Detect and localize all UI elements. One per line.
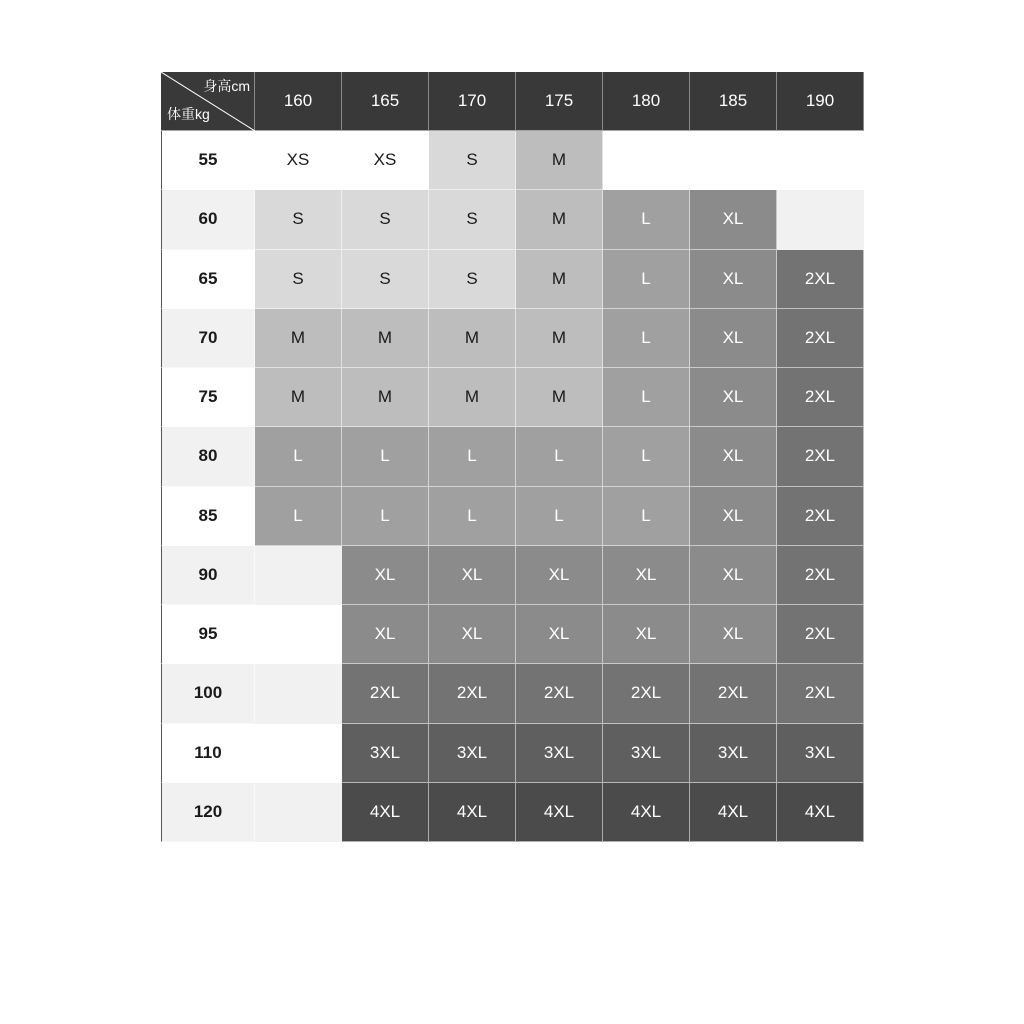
size-cell: L	[603, 309, 690, 368]
size-cell: L	[603, 487, 690, 546]
size-cell: 3XL	[603, 724, 690, 783]
height-header-cell: 170	[429, 72, 516, 131]
size-cell: S	[429, 190, 516, 249]
size-cell: 4XL	[777, 783, 864, 842]
weight-row-header: 85	[161, 487, 255, 546]
weight-row-header: 60	[161, 190, 255, 249]
height-header-cell: 175	[516, 72, 603, 131]
height-header-cell: 180	[603, 72, 690, 131]
size-cell: 4XL	[603, 783, 690, 842]
size-cell: M	[429, 368, 516, 427]
size-cell: L	[603, 250, 690, 309]
size-cell: M	[429, 309, 516, 368]
size-cell: 4XL	[516, 783, 603, 842]
size-cell: L	[603, 368, 690, 427]
size-cell: M	[255, 368, 342, 427]
empty-size-cell	[255, 546, 342, 605]
size-cell: XL	[690, 427, 777, 486]
size-cell: 2XL	[429, 664, 516, 723]
size-cell: XS	[255, 131, 342, 190]
size-cell: XL	[429, 605, 516, 664]
size-cell: XL	[342, 546, 429, 605]
weight-row-header: 100	[161, 664, 255, 723]
weight-row-header: 75	[161, 368, 255, 427]
size-cell: XL	[603, 605, 690, 664]
size-cell: 2XL	[777, 605, 864, 664]
size-cell: L	[603, 427, 690, 486]
size-cell: 3XL	[429, 724, 516, 783]
size-cell: XL	[690, 309, 777, 368]
empty-size-cell	[255, 724, 342, 783]
size-cell: XL	[690, 190, 777, 249]
weight-row-header: 55	[161, 131, 255, 190]
weight-axis-label: 体重kg	[167, 106, 210, 122]
empty-size-cell	[777, 131, 864, 190]
size-cell: L	[516, 427, 603, 486]
size-cell: 2XL	[342, 664, 429, 723]
size-cell: 2XL	[777, 309, 864, 368]
size-cell: 2XL	[777, 664, 864, 723]
size-cell: L	[255, 427, 342, 486]
height-header-cell: 160	[255, 72, 342, 131]
size-cell: M	[516, 368, 603, 427]
size-cell: M	[516, 309, 603, 368]
empty-size-cell	[777, 190, 864, 249]
size-cell: S	[342, 250, 429, 309]
weight-row-header: 95	[161, 605, 255, 664]
size-cell: M	[342, 368, 429, 427]
size-cell: L	[516, 487, 603, 546]
size-cell: 2XL	[777, 487, 864, 546]
size-cell: 2XL	[777, 546, 864, 605]
size-cell: XL	[690, 487, 777, 546]
size-cell: XL	[690, 368, 777, 427]
height-header-cell: 190	[777, 72, 864, 131]
size-cell: XL	[690, 546, 777, 605]
weight-row-header: 90	[161, 546, 255, 605]
empty-size-cell	[255, 605, 342, 664]
weight-row-header: 120	[161, 783, 255, 842]
corner-header-cell	[161, 72, 255, 131]
size-chart-table	[161, 72, 864, 842]
size-cell: S	[342, 190, 429, 249]
size-cell: L	[255, 487, 342, 546]
size-cell: XL	[429, 546, 516, 605]
size-cell: 4XL	[429, 783, 516, 842]
size-cell: 3XL	[690, 724, 777, 783]
size-cell: XL	[690, 605, 777, 664]
height-header-cell: 185	[690, 72, 777, 131]
size-cell: L	[429, 487, 516, 546]
height-header-cell: 165	[342, 72, 429, 131]
size-cell: M	[516, 190, 603, 249]
weight-row-header: 65	[161, 250, 255, 309]
size-cell: 2XL	[603, 664, 690, 723]
size-cell: S	[429, 131, 516, 190]
weight-row-header: 110	[161, 724, 255, 783]
weight-row-header: 70	[161, 309, 255, 368]
empty-size-cell	[255, 783, 342, 842]
size-cell: 3XL	[516, 724, 603, 783]
size-cell: 2XL	[777, 250, 864, 309]
size-cell: M	[516, 131, 603, 190]
size-cell: XL	[603, 546, 690, 605]
size-cell: 2XL	[516, 664, 603, 723]
size-cell: 4XL	[690, 783, 777, 842]
size-cell: L	[342, 427, 429, 486]
size-cell: 3XL	[777, 724, 864, 783]
size-cell: XL	[516, 546, 603, 605]
empty-size-cell	[255, 664, 342, 723]
size-cell: 3XL	[342, 724, 429, 783]
size-cell: XL	[690, 250, 777, 309]
size-cell: 2XL	[690, 664, 777, 723]
size-cell: S	[255, 250, 342, 309]
empty-size-cell	[603, 131, 690, 190]
size-cell: S	[429, 250, 516, 309]
weight-row-header: 80	[161, 427, 255, 486]
size-cell: L	[342, 487, 429, 546]
size-cell: 2XL	[777, 427, 864, 486]
size-cell: L	[429, 427, 516, 486]
size-cell: M	[255, 309, 342, 368]
size-cell: M	[516, 250, 603, 309]
size-cell: 4XL	[342, 783, 429, 842]
empty-size-cell	[690, 131, 777, 190]
size-cell: L	[603, 190, 690, 249]
height-axis-label: 身高cm	[203, 78, 250, 94]
size-cell: 2XL	[777, 368, 864, 427]
size-cell: S	[255, 190, 342, 249]
size-cell: XL	[342, 605, 429, 664]
size-cell: XL	[516, 605, 603, 664]
size-cell: M	[342, 309, 429, 368]
size-cell: XS	[342, 131, 429, 190]
